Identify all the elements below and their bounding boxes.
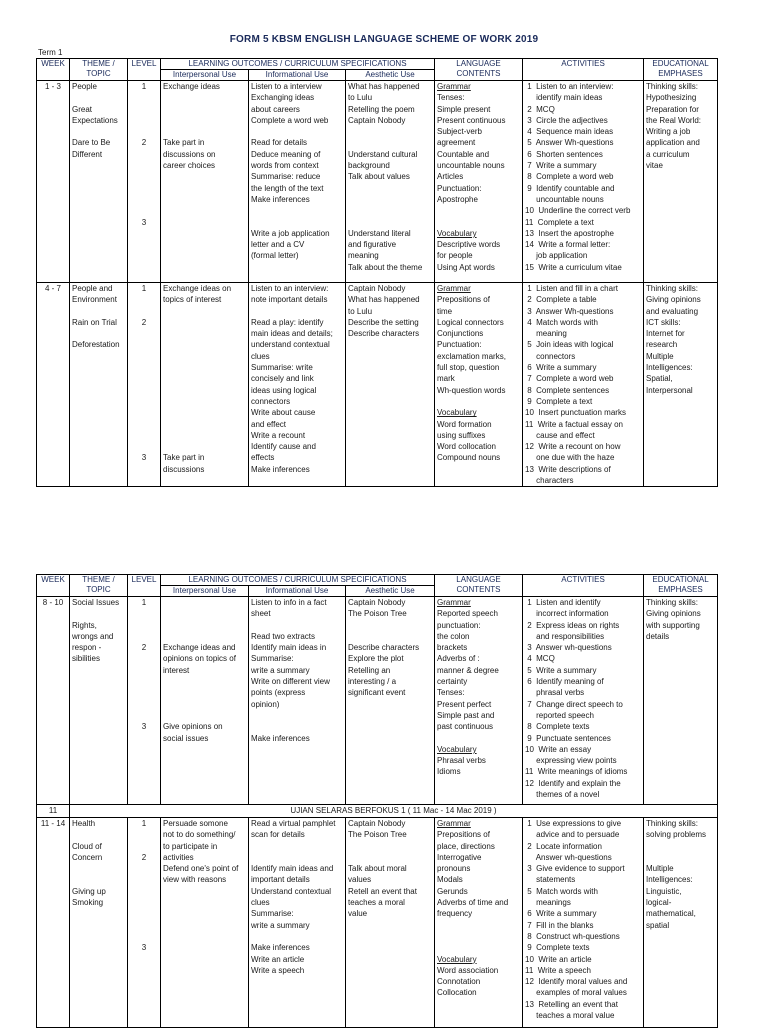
interpersonal-cell: Exchange ideas on topics of interest Take part in discussions [161,283,249,487]
language-line: Present perfect [437,699,492,709]
language-line: Conjunctions [437,329,484,339]
language-line: Logical connectors [437,317,504,327]
language-line: Tenses: [437,688,465,698]
language-line: pronouns [437,864,471,874]
language-line: Present continuous [437,115,506,125]
activities-cell: 1 Listen and identify incorrect information 2 Express ideas on rights and responsibilities 3 Answer wh-questions 4 MCQ 5 Write a summary 6 Identify meaning of phrasal verbs 7 Change direct speech to reported speech 8 Complete texts 9 Punctuate sentences 10 Write an essay expressing view points 11 Write meanings of idioms 12 Identify and explain the themes of a novel [523,597,644,805]
emphases-cell: Thinking skills: solving problems Multiple Intelligences: Linguistic, logical- mathematical, spatial [644,818,718,1028]
language-line: Adverbs of time and [437,898,509,908]
header-language: LANGUAGE CONTENTS [435,575,523,597]
language-line: past continuous [437,722,494,732]
header-informational: Informational Use [249,586,346,597]
emphases-cell: Thinking skills: Giving opinions with supporting details [644,597,718,805]
header-interpersonal: Interpersonal Use [161,586,249,597]
language-line: Wh-question words [437,385,506,395]
language-line: Tenses: [437,93,465,103]
header-language: LANGUAGE CONTENTS [435,59,523,81]
level-cell: 1 2 3 [128,818,161,1028]
language-line: Interrogative [437,852,482,862]
language-line: full stop, question [437,363,500,373]
language-line: Modals [437,875,463,885]
level-cell: 1 2 3 [128,597,161,805]
language-line: manner & degree [437,665,499,675]
emphases-cell: Thinking skills: Hypothesizing Preparation for the Real World: Writing a job application and a curriculum vitae [644,81,718,283]
language-line: Descriptive words [437,240,501,250]
header-week: WEEK [37,59,70,81]
language-line: mark [437,374,455,384]
language-line: Prepositions of [437,295,490,305]
exam-row [37,805,718,818]
language-line: Simple past and [437,710,495,720]
language-line: Simple present [437,104,491,114]
language-line: Grammar [437,82,471,91]
language-line: Vocabulary [437,408,477,418]
theme-cell: Health Cloud of Concern Giving up Smoking [70,818,128,1028]
header-level: LEVEL [128,575,161,597]
language-line: Apostrophe [437,194,478,204]
language-line: Idioms [437,767,461,777]
language-line: for people [437,251,473,261]
table-row [37,597,718,805]
header-interpersonal: Interpersonal Use [161,70,249,81]
header-aesthetic: Aesthetic Use [346,70,435,81]
language-line: time [437,306,453,316]
language-cell [435,283,523,487]
interpersonal-cell: Exchange ideas Take part in discussions on career choices [161,81,249,283]
table-row [37,818,718,1028]
activities-cell: 1 Listen to an interview: identify main ideas 2 MCQ 3 Circle the adjectives 4 Sequence main ideas 5 Answer Wh-questions 6 Shorten sentences 7 Write a summary 8 Complete a word web 9 Identify countable and uncountable nouns 10 Underline the correct verb 11 Complete a text 13 Insert the apostrophe 14 Write a formal letter: job application 15 Write a curriculum vitae [523,81,644,283]
language-line: Grammar [437,819,471,828]
language-line: Vocabulary [437,228,477,238]
interpersonal-cell: Persuade somone not to do something/ to participate in activities Defend one's point of view with reasons [161,818,249,1028]
language-line: frequency [437,909,473,919]
language-line: Reported speech [437,609,498,619]
language-line: brackets [437,643,468,653]
level-cell: 1 2 3 [128,81,161,283]
informational-cell: Listen to an interview: note important details Read a play: identify main ideas and details; understand contextual clues Summarise: write concisely and link ideas using logical connectors Write about cause and effect Write a recount Identify cause and effects Make inferences [249,283,346,487]
activities-cell: 1 Use expressions to give advice and to persuade 2 Locate information Answer wh-questions 3 Give evidence to support statements 5 Match words with meanings 6 Write a summary 7 Fill in the blanks 8 Construct wh-questions 9 Complete texts 10 Write an article 11 Write a speech 12 Identify moral values and examples of moral values 13 Retelling an event that teaches a moral value [523,818,644,1028]
header-informational: Informational Use [249,70,346,81]
header-week: WEEK [37,575,70,597]
exam-week-cell: 11 [37,805,70,818]
language-cell [435,818,523,1028]
language-line: the colon [437,631,470,641]
language-line: Vocabulary [437,744,477,754]
week-cell: 11 - 14 [37,818,70,1028]
language-line: Word collocation [437,442,497,452]
language-line: agreement [437,138,476,148]
informational-cell: Listen to a interview Exchanging ideas about careers Complete a word web Read for details Deduce meaning of words from context Summarise: reduce the length of the text Make inferences Write a job application letter and a CV (formal letter) [249,81,346,283]
aesthetic-cell: What has happened to Lulu Retelling the poem Captain Nobody Understand cultural background Talk about values Understand literal and figurative meaning Talk about the theme [346,81,435,283]
language-line: exclamation marks, [437,351,506,361]
emphases-cell: Thinking skills: Giving opinions and evaluating ICT skills: Internet for research Multiple Intelligences: Spatial, Interpersonal [644,283,718,487]
aesthetic-cell: Captain Nobody What has happened to Lulu Describe the setting Describe characters [346,283,435,487]
language-line: Connotation [437,977,481,987]
informational-cell: Listen to info in a fact sheet Read two extracts Identify main ideas in Summarise: write a summary Write on different view points (express opinion) Make inferences [249,597,346,805]
language-line: punctuation: [437,620,481,630]
header-row [37,575,718,586]
language-line: uncountable nouns [437,161,505,171]
language-line: Compound nouns [437,453,501,463]
table-row [37,81,718,283]
week-cell: 1 - 3 [37,81,70,283]
language-line: certainty [437,677,468,687]
header-outcomes: LEARNING OUTCOMES / CURRICULUM SPECIFICATIONS [161,59,435,70]
language-line: Grammar [437,598,471,607]
header-activities: ACTIVITIES [523,59,644,81]
language-line: Grammar [437,284,471,293]
header-activities: ACTIVITIES [523,575,644,597]
header-outcomes: LEARNING OUTCOMES / CURRICULUM SPECIFICATIONS [161,575,435,586]
week-cell: 8 - 10 [37,597,70,805]
aesthetic-cell: Captain Nobody The Poison Tree Describe characters Explore the plot Retelling an interesting / a significant event [346,597,435,805]
table-row [37,283,718,487]
language-line: Word association [437,965,499,975]
header-emphases: EDUCATIONAL EMPHASES [644,575,718,597]
language-line: Articles [437,172,464,182]
scheme-table-1 [36,58,718,487]
language-line: using suffixes [437,430,486,440]
language-line: Countable and [437,149,490,159]
language-cell [435,81,523,283]
aesthetic-cell: Captain Nobody The Poison Tree Talk about moral values Retell an event that teaches a moral value [346,818,435,1028]
language-line: Using Apt words [437,262,495,272]
week-cell: 4 - 7 [37,283,70,487]
scheme-table-2 [36,574,718,1028]
term-label: Term 1 [38,48,63,57]
language-line: Phrasal verbs [437,756,486,766]
language-line: Word formation [437,419,492,429]
language-line: Prepositions of [437,830,490,840]
header-aesthetic: Aesthetic Use [346,586,435,597]
language-line: Punctuation: [437,183,482,193]
language-line: Subject-verb [437,127,482,137]
activities-cell: 1 Listen and fill in a chart 2 Complete a table 3 Answer Wh-questions 4 Match words with meaning 5 Join ideas with logical connectors 6 Write a summary 7 Complete a word web 8 Complete sentences 9 Complete a text 10 Insert punctuation marks 11 Write a factual essay on cause and effect 12 Write a recount on how one due with the haze 13 Write descriptions of characters [523,283,644,487]
language-cell [435,597,523,805]
informational-cell: Read a virtual pamphlet scan for details Identify main ideas and important details Understand contextual clues Summarise: write a summary Make inferences Write an article Write a speech [249,818,346,1028]
language-line: Adverbs of : [437,654,480,664]
level-cell: 1 2 3 [128,283,161,487]
language-line: Gerunds [437,886,468,896]
header-theme: THEME / TOPIC [70,59,128,81]
theme-cell: People and Environment Rain on Trial Deforestation [70,283,128,487]
document-title: FORM 5 KBSM ENGLISH LANGUAGE SCHEME OF WORK 2019 [229,34,539,45]
language-line: Punctuation: [437,340,482,350]
exam-banner: UJIAN SELARAS BERFOKUS 1 ( 11 Mac - 14 Mac 2019 ) [70,805,718,818]
language-line: Vocabulary [437,954,477,964]
header-level: LEVEL [128,59,161,81]
header-row [37,59,718,70]
language-line: Collocation [437,988,477,998]
theme-cell: Social Issues Rights, wrongs and respon - sibilities [70,597,128,805]
language-line: place, directions [437,841,495,851]
interpersonal-cell: Exchange ideas and opinions on topics of interest Give opinions on social issues [161,597,249,805]
header-emphases: EDUCATIONAL EMPHASES [644,59,718,81]
theme-cell: People Great Expectations Dare to Be Different [70,81,128,283]
header-theme: THEME / TOPIC [70,575,128,597]
